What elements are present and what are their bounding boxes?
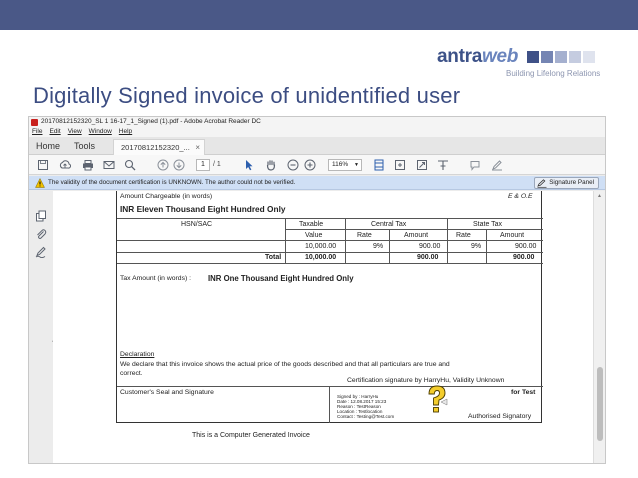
header-central-amount: Amount — [404, 232, 429, 239]
document-page — [53, 191, 593, 464]
menu-window[interactable]: Window — [88, 128, 112, 135]
tab-document[interactable] — [113, 139, 205, 155]
next-page-icon[interactable] — [173, 159, 185, 171]
logo-tagline: Building Lifelong Relations — [506, 69, 601, 78]
upload-icon[interactable] — [59, 159, 71, 171]
signature-date: Date : 12.08.2017 15:23 — [337, 399, 387, 404]
header-bottom-border — [117, 240, 543, 241]
logo-square — [541, 51, 553, 63]
page-total: / 1 — [213, 161, 221, 168]
header-state-tax: State Tax — [473, 221, 503, 228]
for-company: for Test — [511, 389, 536, 396]
toolbar — [29, 155, 605, 175]
logo-wordmark — [437, 46, 518, 68]
page-thumbnails-icon[interactable] — [35, 209, 47, 221]
amount-in-words: INR Eleven Thousand Eight Hundred Only — [120, 204, 286, 214]
tab-bar — [29, 137, 605, 155]
tab-tools[interactable]: Tools — [74, 141, 96, 151]
email-icon[interactable] — [103, 159, 115, 171]
zoom-select[interactable] — [328, 159, 362, 171]
logo-squares — [527, 51, 595, 63]
signature-unknown-question-icon — [421, 383, 451, 415]
total-label: Total — [265, 254, 282, 261]
menu-edit[interactable]: Edit — [49, 128, 61, 135]
certification-warning-bar — [29, 176, 605, 190]
header-hsn: HSN/SAC — [181, 221, 213, 228]
vertical-scrollbar[interactable] — [593, 191, 605, 464]
header-state-amount: Amount — [500, 232, 525, 239]
total-state-amount: 900.00 — [513, 254, 535, 261]
search-icon[interactable] — [124, 159, 136, 171]
column-divider — [486, 229, 487, 263]
comment-icon[interactable] — [469, 159, 481, 171]
prev-page-icon[interactable] — [157, 159, 169, 171]
logo-square — [555, 51, 567, 63]
zoom-value: 116% — [332, 161, 349, 168]
fit-page-icon[interactable] — [373, 159, 385, 171]
table-top-border — [117, 218, 543, 219]
sign-icon[interactable] — [491, 159, 503, 171]
row-bottom-border — [117, 252, 543, 253]
tax-amount-label: Tax Amount (in words) : — [120, 275, 192, 282]
column-divider — [389, 229, 390, 263]
logo-square — [527, 51, 539, 63]
hand-tool-icon[interactable] — [265, 159, 277, 171]
menu-help[interactable]: Help — [118, 128, 133, 135]
tax-amount-words: INR One Thousand Eight Hundred Only — [208, 274, 354, 283]
signatures-icon[interactable] — [35, 245, 47, 257]
certification-message: The validity of the document certification is UNKNOWN. The author could not be verified. — [48, 179, 296, 186]
full-screen-icon[interactable] — [437, 159, 449, 171]
certification-text: Certification signature by HarryHu, Validity Unknown — [347, 377, 505, 384]
header-central-tax: Central Tax — [371, 221, 407, 228]
total-central-amount: 900.00 — [417, 254, 439, 261]
attachments-icon[interactable] — [35, 227, 47, 239]
row-central-amount: 900.00 — [419, 243, 441, 250]
signature-section-border — [117, 386, 543, 387]
header-divider — [285, 229, 543, 230]
authorised-signatory: Authorised Signatory — [468, 413, 532, 420]
menu-view[interactable]: View — [67, 128, 82, 135]
signature-signed-by: Signed by : HarryHu — [337, 394, 379, 399]
window-title: 20170812152320_SL 1 16-17_1_Signed (1).pdf - Adobe Acrobat Reader DC — [41, 118, 261, 125]
signature-pen-icon — [537, 179, 547, 188]
select-cursor-icon[interactable] — [243, 159, 255, 171]
signature-reason: Reason : TestReason — [337, 404, 381, 409]
customer-seal-label: Customer's Seal and Signature — [120, 389, 214, 396]
declaration-line-2: correct. — [120, 370, 143, 377]
scrollbar-thumb[interactable] — [597, 367, 603, 441]
row-state-rate: 9% — [471, 243, 482, 250]
signature-panel-button[interactable] — [534, 177, 599, 189]
declaration-line-1: We declare that this invoice shows the actual price of the goods described and that all particulars are true and — [120, 361, 450, 368]
close-tab-icon[interactable]: × — [195, 143, 200, 152]
antraweb-logo — [437, 46, 617, 80]
header-central-rate: Rate — [357, 232, 372, 239]
column-divider — [285, 218, 286, 263]
logo-word-part1: antra — [437, 46, 482, 67]
signature-panel-label: Signature Panel — [549, 179, 594, 186]
zoom-in-icon[interactable] — [304, 159, 316, 171]
row-taxable-value: 10,000.00 — [305, 243, 337, 250]
read-mode-icon[interactable] — [394, 159, 406, 171]
zoom-out-icon[interactable] — [287, 159, 299, 171]
column-divider — [345, 218, 346, 263]
fit-width-icon[interactable] — [416, 159, 428, 171]
invoice — [116, 191, 542, 423]
slide-header-band — [0, 0, 638, 30]
column-divider — [447, 218, 448, 263]
eoe-label: E & O.E — [508, 193, 533, 200]
declaration-heading: Declaration — [120, 351, 155, 358]
header-value: Value — [305, 232, 323, 239]
row-central-rate: 9% — [373, 243, 384, 250]
amount-chargeable-label: Amount Chargeable (in words) — [120, 193, 213, 200]
header-taxable: Taxable — [299, 221, 324, 228]
signature-location: Location : Testlocation — [337, 409, 383, 414]
acrobat-window — [28, 116, 606, 464]
warning-icon — [35, 178, 45, 188]
menu-file[interactable]: File — [32, 128, 43, 135]
signature-contact: Contact : Testing@Test.com — [337, 414, 395, 419]
tab-home[interactable]: Home — [36, 141, 61, 151]
total-taxable-value: 10,000.00 — [305, 254, 337, 261]
logo-square — [569, 51, 581, 63]
header-state-rate: Rate — [456, 232, 471, 239]
pdf-icon — [31, 119, 38, 126]
tab-document-label: 20170812152320_... — [121, 143, 190, 152]
row-state-amount: 900.00 — [515, 243, 537, 250]
chevron-down-icon: ▼ — [354, 162, 359, 168]
menu-bar — [29, 127, 605, 137]
logo-word-part2: web — [481, 46, 519, 67]
save-icon[interactable] — [37, 159, 49, 171]
print-icon[interactable] — [82, 159, 94, 171]
scroll-up-icon[interactable]: ▲ — [597, 193, 602, 199]
page-number-input[interactable]: 1 — [196, 159, 210, 171]
slide-title: Digitally Signed invoice of unidentified user — [33, 83, 461, 108]
window-titlebar — [29, 117, 605, 127]
computer-generated-note: This is a Computer Generated Invoice — [192, 432, 310, 439]
logo-square — [583, 51, 595, 63]
total-bottom-border — [117, 263, 543, 264]
digital-signature-block[interactable] — [330, 388, 425, 423]
navigation-pane — [29, 191, 53, 464]
